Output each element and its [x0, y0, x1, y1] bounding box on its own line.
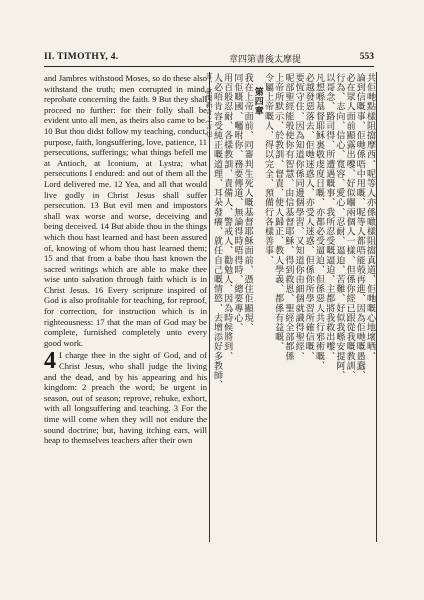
chinese-line: 論到信嘅事、佢哋係唔中用嘅、呢等人都唔能彀再進、因為佢哋嘅愚蠢、: [354, 73, 365, 381]
chinese-line: 令屬上帝嘅人、得以完全、預備行各樣善事、: [262, 73, 273, 265]
chinese-chapter-heading: 第四章: [252, 87, 263, 116]
english-paragraph: and Jambres withstood Moses, so do these also withstand the truth; men corrupted in mind, reprobate concerning the faith. 9 But they shall proceed no further: for their folly shall be evident unto all men, as theirs also came to be. 10 But thou didst follow my teaching, conduct, purpose, faith, longsuffering, love, patience, 11 persecutions, sufferings; what things befell me at Antioch, at Iconium, at Lystra; what persecutions I endured: and out of them all the Lord delivered me. 12 Yea, and all that would live godly in Christ Jesus shall suffer persecution. 13 But evil men and impostors shall wax worse and worse, deceiving and being deceived. 14 But abide thou in the things which thou hast learned and hast been assured of, knowing of whom thou hast learned them; 15 and that from a babe thou hast known the sacred writings which are able to make thee wise unto salvation through faith which is in Christ Jesus. 16 Every scripture inspired of God is also profitable for teaching, for reproof, for correction, for instruction which is in righteousness: 17 that the man of God may be complete, furnished completely unto every good work.: [44, 73, 207, 348]
chinese-line: 凡想喺基督耶穌裏敬虔度日嘅、亦都必受逼迫、但係惡人共行邪術嘅、: [313, 73, 324, 371]
chinese-footnote: 耳、欲聞新奇之言也: [204, 73, 213, 137]
chinese-line: 必在眾人面前顯露出嚟、好似嗰兩個人一樣、但係你經已跟從我嘅教訓、: [344, 73, 355, 381]
chinese-line: 必越發惡落去、佢哋迷惑人、亦受人迷惑、但係你所學習所確信嘅、: [303, 73, 314, 361]
chinese-line: 以哥念、路司得、所遭遇嘅事、我所忍受嘅逼迫、主都將我救出嚟、: [324, 73, 335, 361]
chinese-line: 上帝所默示、於教訓、督責、使人歸正、教人學義、都係有益嘅、: [273, 73, 284, 352]
english-paragraph: I charge thee in the sight of God, and of Christ Jesus, who shall judge the living and the dead, and by his appearing and his kingdom: 2 preach the word; be urgent in season, out of season; reprove, rebuke, exhort, with all longsuffering and teaching. 3 For the time will come when they will not endure the sound doctrine; but, having itching ears, will heap to themselves teachers after their own: [44, 350, 207, 446]
running-header: [44, 52, 374, 67]
chinese-running-title: 章四第書後太摩提: [229, 55, 302, 65]
english-chapter-4: [44, 350, 207, 445]
chinese-line: 同佢嘅國、囑咐你、務要傳道、無論得時唔得時、總要專心、: [232, 73, 243, 333]
chapter-number: 4: [44, 348, 56, 375]
chinese-line: 我在上帝面前、同審判生死人嘅基督耶穌面前、憑住佢顯現、: [242, 73, 253, 333]
chinese-line: 共佢哋點樣阻擋摩西、呢等人亦係噉樣阻擋真道、佢哋嘅心地壞晒、: [365, 73, 375, 361]
chinese-line: 人必唔肯容受純正嘅道理、耳朵發癢、就任自己嘅情慾、去增添好多教師、: [211, 73, 222, 390]
book-reference: II. TIMOTHY, 4.: [44, 52, 119, 62]
page-number: 553: [359, 52, 374, 62]
chinese-line: 用百般忍耐、各樣教訓、責備人、警戒人、勸勉人、因為時候將到、: [222, 73, 233, 361]
chinese-text-column: [204, 73, 375, 543]
chinese-line: 要恆守住、因為知道你係同邊個學習、又知道你由細個就識得聖經、: [293, 73, 304, 361]
english-text-column: [44, 73, 207, 446]
chinese-line: 呢部聖經能彀使你有智慧、由信基督耶穌、得到救恩、聖經全部都係: [283, 73, 294, 361]
chinese-line: 行為、志向、信心、寬容、愛心、忍耐、逼迫、苦難、好似我喺安提阿、: [334, 73, 345, 381]
right-rule: [376, 72, 377, 542]
